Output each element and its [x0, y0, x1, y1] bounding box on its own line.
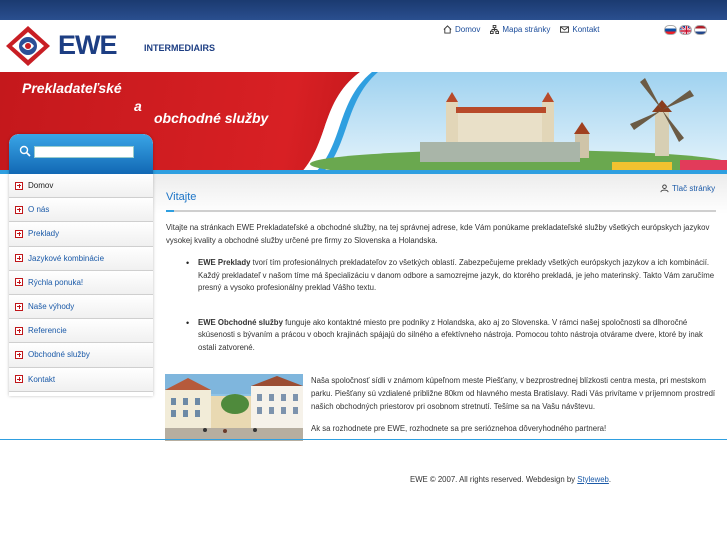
sidebar-item-jazykove-kombinacie[interactable]: [9, 247, 153, 271]
language-switcher: [664, 25, 707, 35]
service-description: tvorí tím profesionálnych prekladateľov zo všetkých oblastí. Zabezpečujeme preklady všetkých európskych jazykov a ich kombinácií. Každý prekladateľ v našom tíme má špecializáciu v danom odbore a samozrejme jazyk, do ktorého prekladá, je jeho materinský. Takto Vám zaručíme presný a vysoko profesionálny preklad Vášho textu.: [198, 258, 715, 292]
sidebar-item-label: Domov: [28, 181, 54, 191]
plus-icon: [15, 278, 23, 286]
topnav-sitemap-link[interactable]: [490, 25, 550, 34]
sidebar-item-label: Obchodné služby: [28, 350, 90, 360]
service-description: funguje ako kontaktné miesto pre podniky z Holandska, ako aj zo Slovenska. V rámci našej spoločnosti sa dlhoročné skúsenosti s bývaním a prácou v oboch krajinách spájajú do silného a efektívneho nástroja. Pomocou tohto nástroja otvárame dvere, ktoré by inak ostali zatvorené.: [198, 317, 703, 352]
logo-text: EWE: [58, 30, 117, 60]
sidebar-item-label: Kontakt: [28, 374, 56, 384]
logo-subtext: INTERMEDIAIRS: [144, 43, 216, 53]
plus-icon: [15, 206, 23, 214]
footer-webdesign-link[interactable]: Styleweb: [577, 475, 609, 484]
ewe-logo[interactable]: [4, 24, 224, 68]
topnav-sitemap-label: Mapa stránky: [502, 24, 551, 34]
top-navigation: [443, 23, 600, 35]
title-divider-accent: [166, 210, 174, 212]
plus-icon: [15, 254, 23, 262]
title-divider: [166, 210, 716, 212]
closing-paragraph: Ak sa rozhodnete pre EWE, rozhodnete sa pre serióznehoa dôveryhodného partnera!: [311, 424, 607, 433]
service-name: EWE Obchodné služby: [198, 317, 283, 327]
plus-icon: [15, 303, 23, 311]
page-title: Vitajte: [166, 191, 197, 203]
footer: [410, 475, 611, 484]
search-icon[interactable]: [19, 145, 31, 157]
footer-copyright: EWE © 2007. All rights reserved. Webdesign by: [410, 475, 578, 484]
sidebar-item-preklady[interactable]: [9, 222, 153, 246]
banner-title-line3: obchodné služby: [154, 110, 269, 126]
print-page-link[interactable]: [660, 184, 715, 193]
service-name: EWE Preklady: [198, 258, 251, 267]
print-page-label: Tlač stránky: [672, 184, 716, 193]
top-bar: [0, 0, 727, 20]
flag-sk-icon[interactable]: [664, 25, 677, 35]
location-paragraph: Naša spoločnosť sídli v známom kúpeľnom meste Piešťany, v bezprostrednej blízkosti centra mesta, pri mestskom parku. Piešťany sú vzdialené približne 80km od hlavného mesta Bratislavy. Radi Vás privítame v príjemnom prostredí našich obchodných priestorov pri osobnom stretnutí. Tešíme sa na Vašu návštevu.: [311, 376, 716, 411]
sidebar-item-domov[interactable]: [9, 174, 153, 198]
plus-icon: [15, 327, 23, 335]
list-item: [186, 257, 716, 295]
sidebar-item-label: Jazykové kombinácie: [28, 253, 105, 263]
plus-icon: [15, 375, 23, 383]
ewe-logo-icon: [4, 24, 56, 68]
plus-icon: [15, 182, 23, 190]
topnav-contact-label: Kontakt: [572, 24, 600, 34]
search-input[interactable]: [34, 146, 134, 158]
sidebar-item-referencie[interactable]: [9, 319, 153, 343]
sidebar-item-rychla-ponuka[interactable]: [9, 271, 153, 295]
sidebar-item-kontakt[interactable]: [9, 368, 153, 392]
envelope-icon: [560, 25, 569, 34]
intro-paragraph: Vitajte na stránkach EWE Prekladateľské a obchodné služby, na tej správnej adrese, kde Vám ponúkame prekladateľské služby všetkých európskych jazykov vysokej kvality a obchodné služby určené pre firmy zo Slovenska a Holandska.: [166, 223, 710, 245]
person-icon: [660, 184, 669, 193]
sidebar-item-label: Rýchla ponuka!: [28, 277, 84, 287]
footer-end: .: [608, 475, 612, 484]
plus-icon: [15, 351, 23, 359]
sidebar-item-label: Naše výhody: [28, 302, 75, 312]
sidebar-menu: [9, 174, 153, 392]
sidebar-item-label: Preklady: [28, 229, 60, 239]
topnav-home-link[interactable]: [443, 25, 480, 34]
sidebar-item-nase-vyhody[interactable]: [9, 295, 153, 319]
content-header-background: [153, 174, 727, 214]
banner-title-line2: a: [134, 98, 142, 114]
home-icon: [443, 25, 452, 34]
footer-divider: [0, 439, 727, 440]
sidebar-item-label: Referencie: [28, 326, 67, 336]
services-list: [186, 257, 716, 354]
town-photo: [165, 374, 303, 441]
topnav-contact-link[interactable]: [560, 25, 599, 34]
topnav-home-label: Domov: [455, 24, 481, 34]
flag-en-icon[interactable]: [679, 25, 692, 35]
sidebar-item-label: O nás: [28, 205, 50, 215]
sidebar: [9, 134, 153, 396]
list-item: [186, 317, 716, 355]
search-panel: [9, 134, 153, 174]
sidebar-item-o-nas[interactable]: [9, 198, 153, 222]
plus-icon: [15, 230, 23, 238]
banner-title-line1: Prekladateľské: [22, 80, 122, 96]
sidebar-item-obchodne-sluzby[interactable]: [9, 343, 153, 367]
flag-nl-icon[interactable]: [694, 25, 707, 35]
sitemap-icon: [490, 25, 499, 34]
